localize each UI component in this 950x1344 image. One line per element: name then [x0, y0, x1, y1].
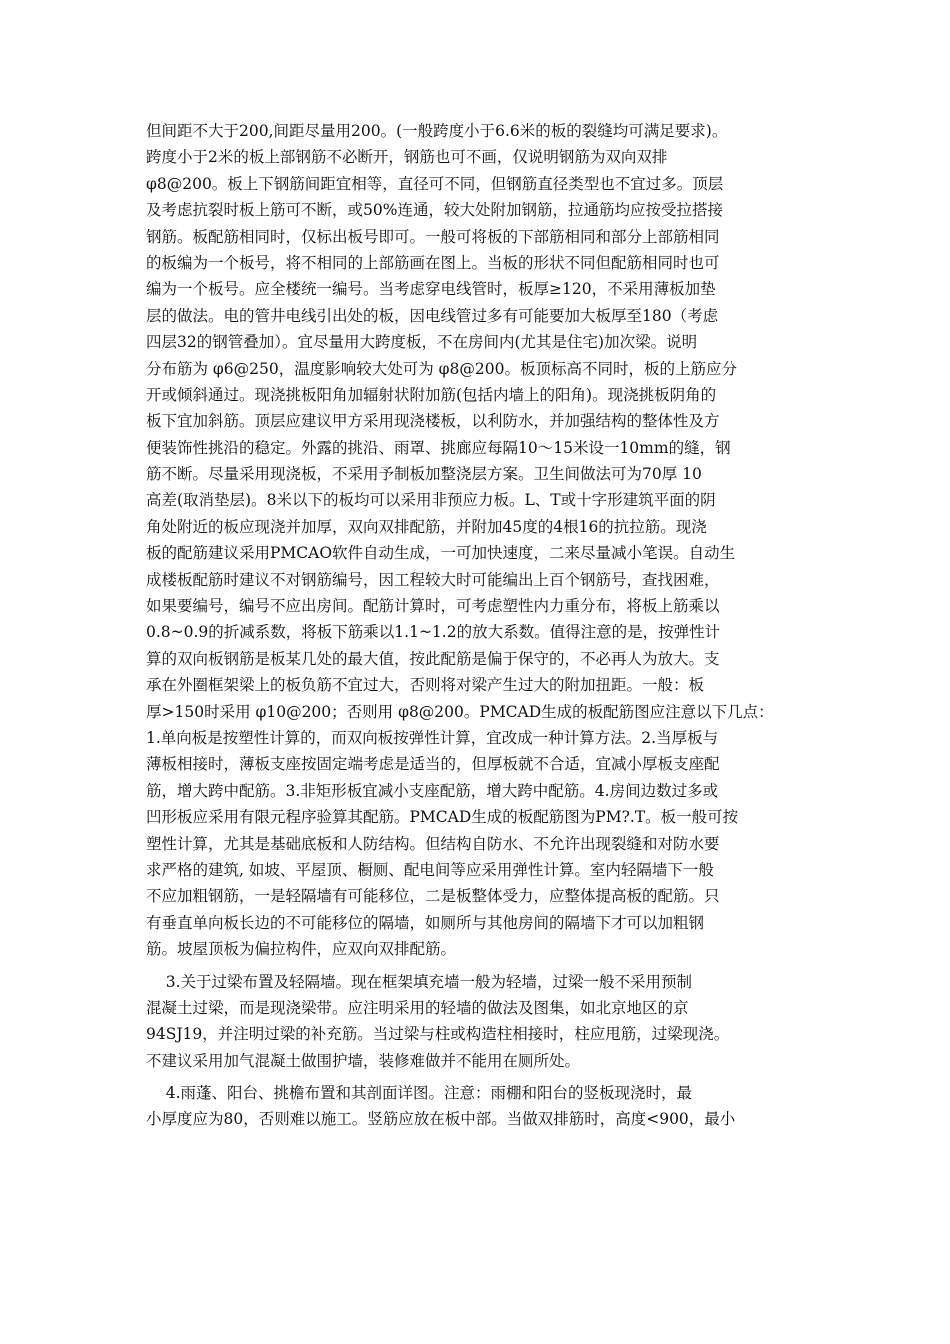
text-line: 高差(取消垫层)。8米以下的板均可以采用非预应力板。L、T或十字形建筑平面的阴: [146, 491, 716, 510]
text-line: 有垂直单向板长边的不可能移位的隔墙，如厕所与其他房间的隔墙下才可以加粗钢: [146, 913, 705, 932]
text-line: 筋。坡屋顶板为偏拉构件，应双向双排配筋。: [146, 940, 457, 959]
text-line: 四层32的钢管叠加）。宜尽量用大跨度板，不在房间内(尤其是住宅)加次梁。说明: [146, 333, 698, 352]
paragraph-slab-reinforcement: [146, 118, 806, 963]
text-line: 但间距不大于200,间距尽量用200。(一般跨度小于6.6米的板的裂缝均可满足要求)。: [146, 122, 728, 140]
text-line: 厚>150时采用 φ10@200；否则用 φ8@200。PMCAD生成的板配筋图应注意以下几点：: [146, 702, 774, 721]
text-line: 凹形板应采用有限元程序验算其配筋。PMCAD生成的板配筋图为PM?.T。板一般可按: [146, 808, 739, 827]
text-line: 成楼板配筋时建议不对钢筋编号，因工程较大时可能编出上百个钢筋号，查找困难，: [146, 570, 720, 589]
paragraph-canopy-balcony: [146, 1080, 806, 1133]
text-line: 角处附近的板应现浇并加厚，双向双排配筋，并附加45度的4根16的抗拉筋。现浇: [146, 517, 707, 536]
text-line: 小厚度应为80，否则难以施工。竖筋应放在板中部。当做双排筋时，高度<900，最小: [146, 1110, 736, 1129]
text-line: 编为一个板号。应全楼统一编号。当考虑穿电线管时，板厚≥120，不采用薄板加垫: [146, 280, 716, 299]
text-line: 筋不断。尽量采用现浇板，不采用予制板加整浇层方案。卫生间做法可为70厚 10: [146, 465, 702, 484]
text-line: 薄板相接时，薄板支座按固定端考虑是适当的，但厚板就不合适，宜减小厚板支座配: [146, 755, 720, 774]
text-line: 混凝土过梁，而是现浇梁带。应注明采用的轻墙的做法及图集，如北京地区的京: [146, 998, 689, 1017]
text-line: 4.雨蓬、阳台、挑檐布置和其剖面详图。注意：雨棚和阳台的竖板现浇时，最: [146, 1084, 692, 1103]
text-line: 塑性计算，尤其是基础底板和人防结构。但结构自防水、不允许出现裂缝和对防水要: [146, 834, 720, 853]
text-line: 求严格的建筑, 如坡、平屋顶、橱厕、配电间等应采用弹性计算。室内轻隔墙下一般: [146, 860, 714, 879]
text-line: 1.单向板是按塑性计算的，而双向板按弹性计算，宜改成一种计算方法。2.当厚板与: [146, 728, 719, 747]
text-line: 的板编为一个板号，将不相同的上部筋画在图上。当板的形状不同但配筋相同时也可: [146, 253, 720, 272]
paragraph-lintel-partition: [146, 969, 806, 1075]
text-line: 层的做法。电的管井电线引出处的板，因电线管过多有可能要加大板厚至180（考虑: [146, 306, 719, 325]
text-line: 算的双向板钢筋是板某几处的最大值，按此配筋是偏于保守的，不必再人为放大。支: [146, 649, 720, 668]
text-line: 板的配筋建议采用PMCAO软件自动生成，一可加快速度，二来尽量减小笔误。自动生: [146, 544, 736, 563]
text-line: 便装饰性挑沿的稳定。外露的挑沿、雨罩、挑廊应每隔10～15米设一10mm的缝，钢: [146, 438, 731, 457]
text-line: φ8@200。板上下钢筋间距宜相等，直径可不同，但钢筋直径类型也不宜过多。顶层: [146, 174, 724, 193]
text-line: 开或倾斜通过。现浇挑板阳角加辐射状附加筋(包括内墙上的阳角)。现浇挑板阴角的: [146, 385, 717, 404]
text-line: 不建议采用加气混凝土做围护墙，装修难做并不能用在厕所处。: [146, 1051, 581, 1070]
text-line: 94SJ19，并注明过梁的补充筋。当过梁与柱或构造柱相接时，柱应甩筋，过梁现浇。: [146, 1025, 730, 1044]
text-line: 承在外圈框架梁上的板负筋不宜过大，否则将对梁产生过大的附加扭距。一般：板: [146, 676, 705, 695]
text-line: 及考虑抗裂时板上筋可不断，或50%连通，较大处附加钢筋，拉通筋均应按受拉搭接: [146, 201, 723, 220]
text-line: 不应加粗钢筋，一是轻隔墙有可能移位，二是板整体受力，应整体提高板的配筋。只: [146, 887, 720, 906]
text-line: 0.8~0.9的折减系数，将板下筋乘以1.1~1.2的放大系数。值得注意的是，按弹性计: [146, 623, 721, 642]
text-line: 钢筋。板配筋相同时，仅标出板号即可。一般可将板的下部筋相同和部分上部筋相同: [146, 227, 720, 246]
text-line: 跨度小于2米的板上部钢筋不必断开，钢筋也可不画，仅说明钢筋为双向双排: [146, 148, 668, 167]
text-line: 板下宜加斜筋。顶层应建议甲方采用现浇楼板，以利防水，并加强结构的整体性及方: [146, 412, 720, 431]
text-line: 分布筋为 φ6@250，温度影响较大处可为 φ8@200。板顶标高不同时，板的上筋应分: [146, 359, 737, 378]
document-page: [146, 118, 806, 1133]
text-line: 如果要编号，编号不应出房间。配筋计算时，可考虑塑性内力重分布，将板上筋乘以: [146, 597, 720, 616]
text-line: 3.关于过梁布置及轻隔墙。现在框架填充墙一般为轻墙，过梁一般不采用预制: [146, 972, 692, 991]
text-line: 筋，增大跨中配筋。3.非矩形板宜减小支座配筋，增大跨中配筋。4.房间边数过多或: [146, 781, 719, 800]
